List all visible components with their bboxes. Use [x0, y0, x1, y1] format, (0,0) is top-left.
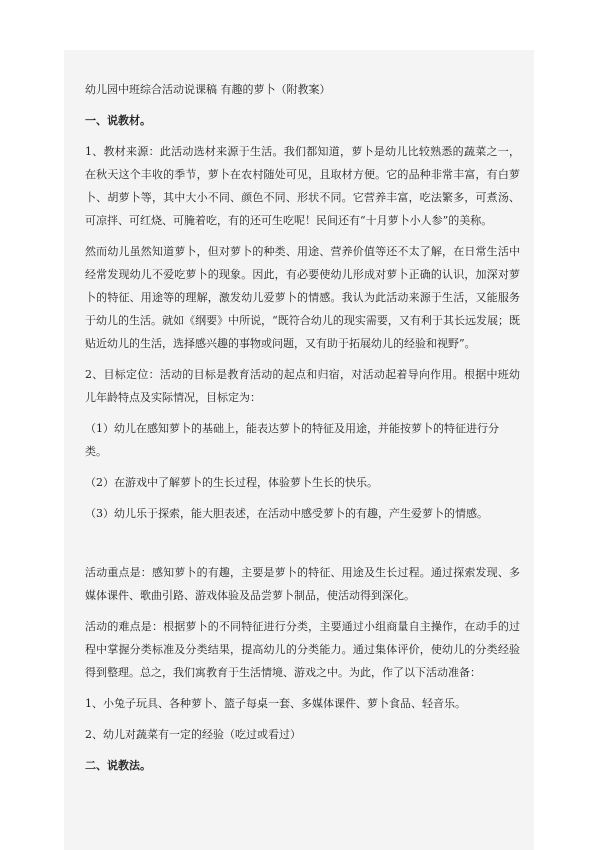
document-content: [85, 78, 520, 785]
document-title: 幼儿园中班综合活动说课稿 有趣的萝卜（附教案）: [85, 83, 331, 96]
goal-item-2: （2）在游戏中了解萝卜的生长过程，体验萝卜生长的快乐。: [85, 476, 378, 489]
prep-item-2: 2、幼儿对蔬菜有一定的经验（吃过或看过）: [85, 728, 301, 741]
paragraph-goal-positioning: 2、目标定位：活动的目标是教育活动的起点和归宿，对活动起着导向作用。根据中班幼儿年龄特点及实际情况，目标定为：: [85, 368, 520, 404]
prep-item-1: 1、小兔子玩具、各种萝卜、篮子每桌一套、多媒体课件、萝卜食品、轻音乐。: [85, 697, 466, 710]
paragraph-material-source: 1、教材来源：此活动选材来源于生活。我们都知道，萝卜是幼儿比较熟悉的蔬菜之一，在秋天这个丰收的季节，萝卜在农村随处可见，且取材方便。它的品种非常丰富，有白萝卜、胡萝卜等，其中大小不同、颜色不同、形状不同。它营养丰富，吃法繁多，可煮汤、可凉拌、可红烧、可腌着吃，有的还可生吃呢！民间还有“十月萝卜小人参”的美称。: [85, 145, 520, 227]
goal-item-3: （3）幼儿乐于探索，能大胆表述，在活动中感受萝卜的有趣，产生爱萝卜的情感。: [85, 507, 488, 520]
paragraph-difficulties: 活动的难点是：根据萝卜的不同特征进行分类，主要通过小组商量自主操作，在动手的过程中掌握分类标准及分类结果，提高幼儿的分类能力。通过集体评价，使幼儿的分类经验得到整理。总之，我们寓教育于生活情境、游戏之中。为此，作了以下活动准备：: [85, 620, 520, 679]
section-heading-teaching-method: 二、说教法。: [85, 759, 151, 772]
spacer: [85, 533, 520, 561]
paragraph-children-understanding: 然而幼儿虽然知道萝卜，但对萝卜的种类、用途、营养价值等还不太了解，在日常生活中经常发现幼儿不爱吃萝卜的现象。因此，有必要使幼儿形成对萝卜正确的认识，加深对萝卜的特征、用途等的理解，激发幼儿爱萝卜的情感。我认为此活动来源于生活，又能服务于幼儿的生活。就如《纲要》中所说，“既符合幼儿的现实需要，又有利于其长远发展；既贴近幼儿的生活，选择感兴趣的事物或问题，又有助于拓展幼儿的经验和视野”。: [85, 245, 520, 350]
section-heading-teaching-material: 一、说教材。: [85, 114, 151, 127]
paragraph-key-points: 活动重点是：感知萝卜的有趣，主要是萝卜的特征、用途及生长过程。通过探索发现、多媒体课件、歌曲引路、游戏体验及品尝萝卜制品，使活动得到深化。: [85, 566, 520, 602]
goal-item-1: （1）幼儿在感知萝卜的基础上，能表达萝卜的特征及用途，并能按萝卜的特征进行分类。: [85, 422, 499, 458]
